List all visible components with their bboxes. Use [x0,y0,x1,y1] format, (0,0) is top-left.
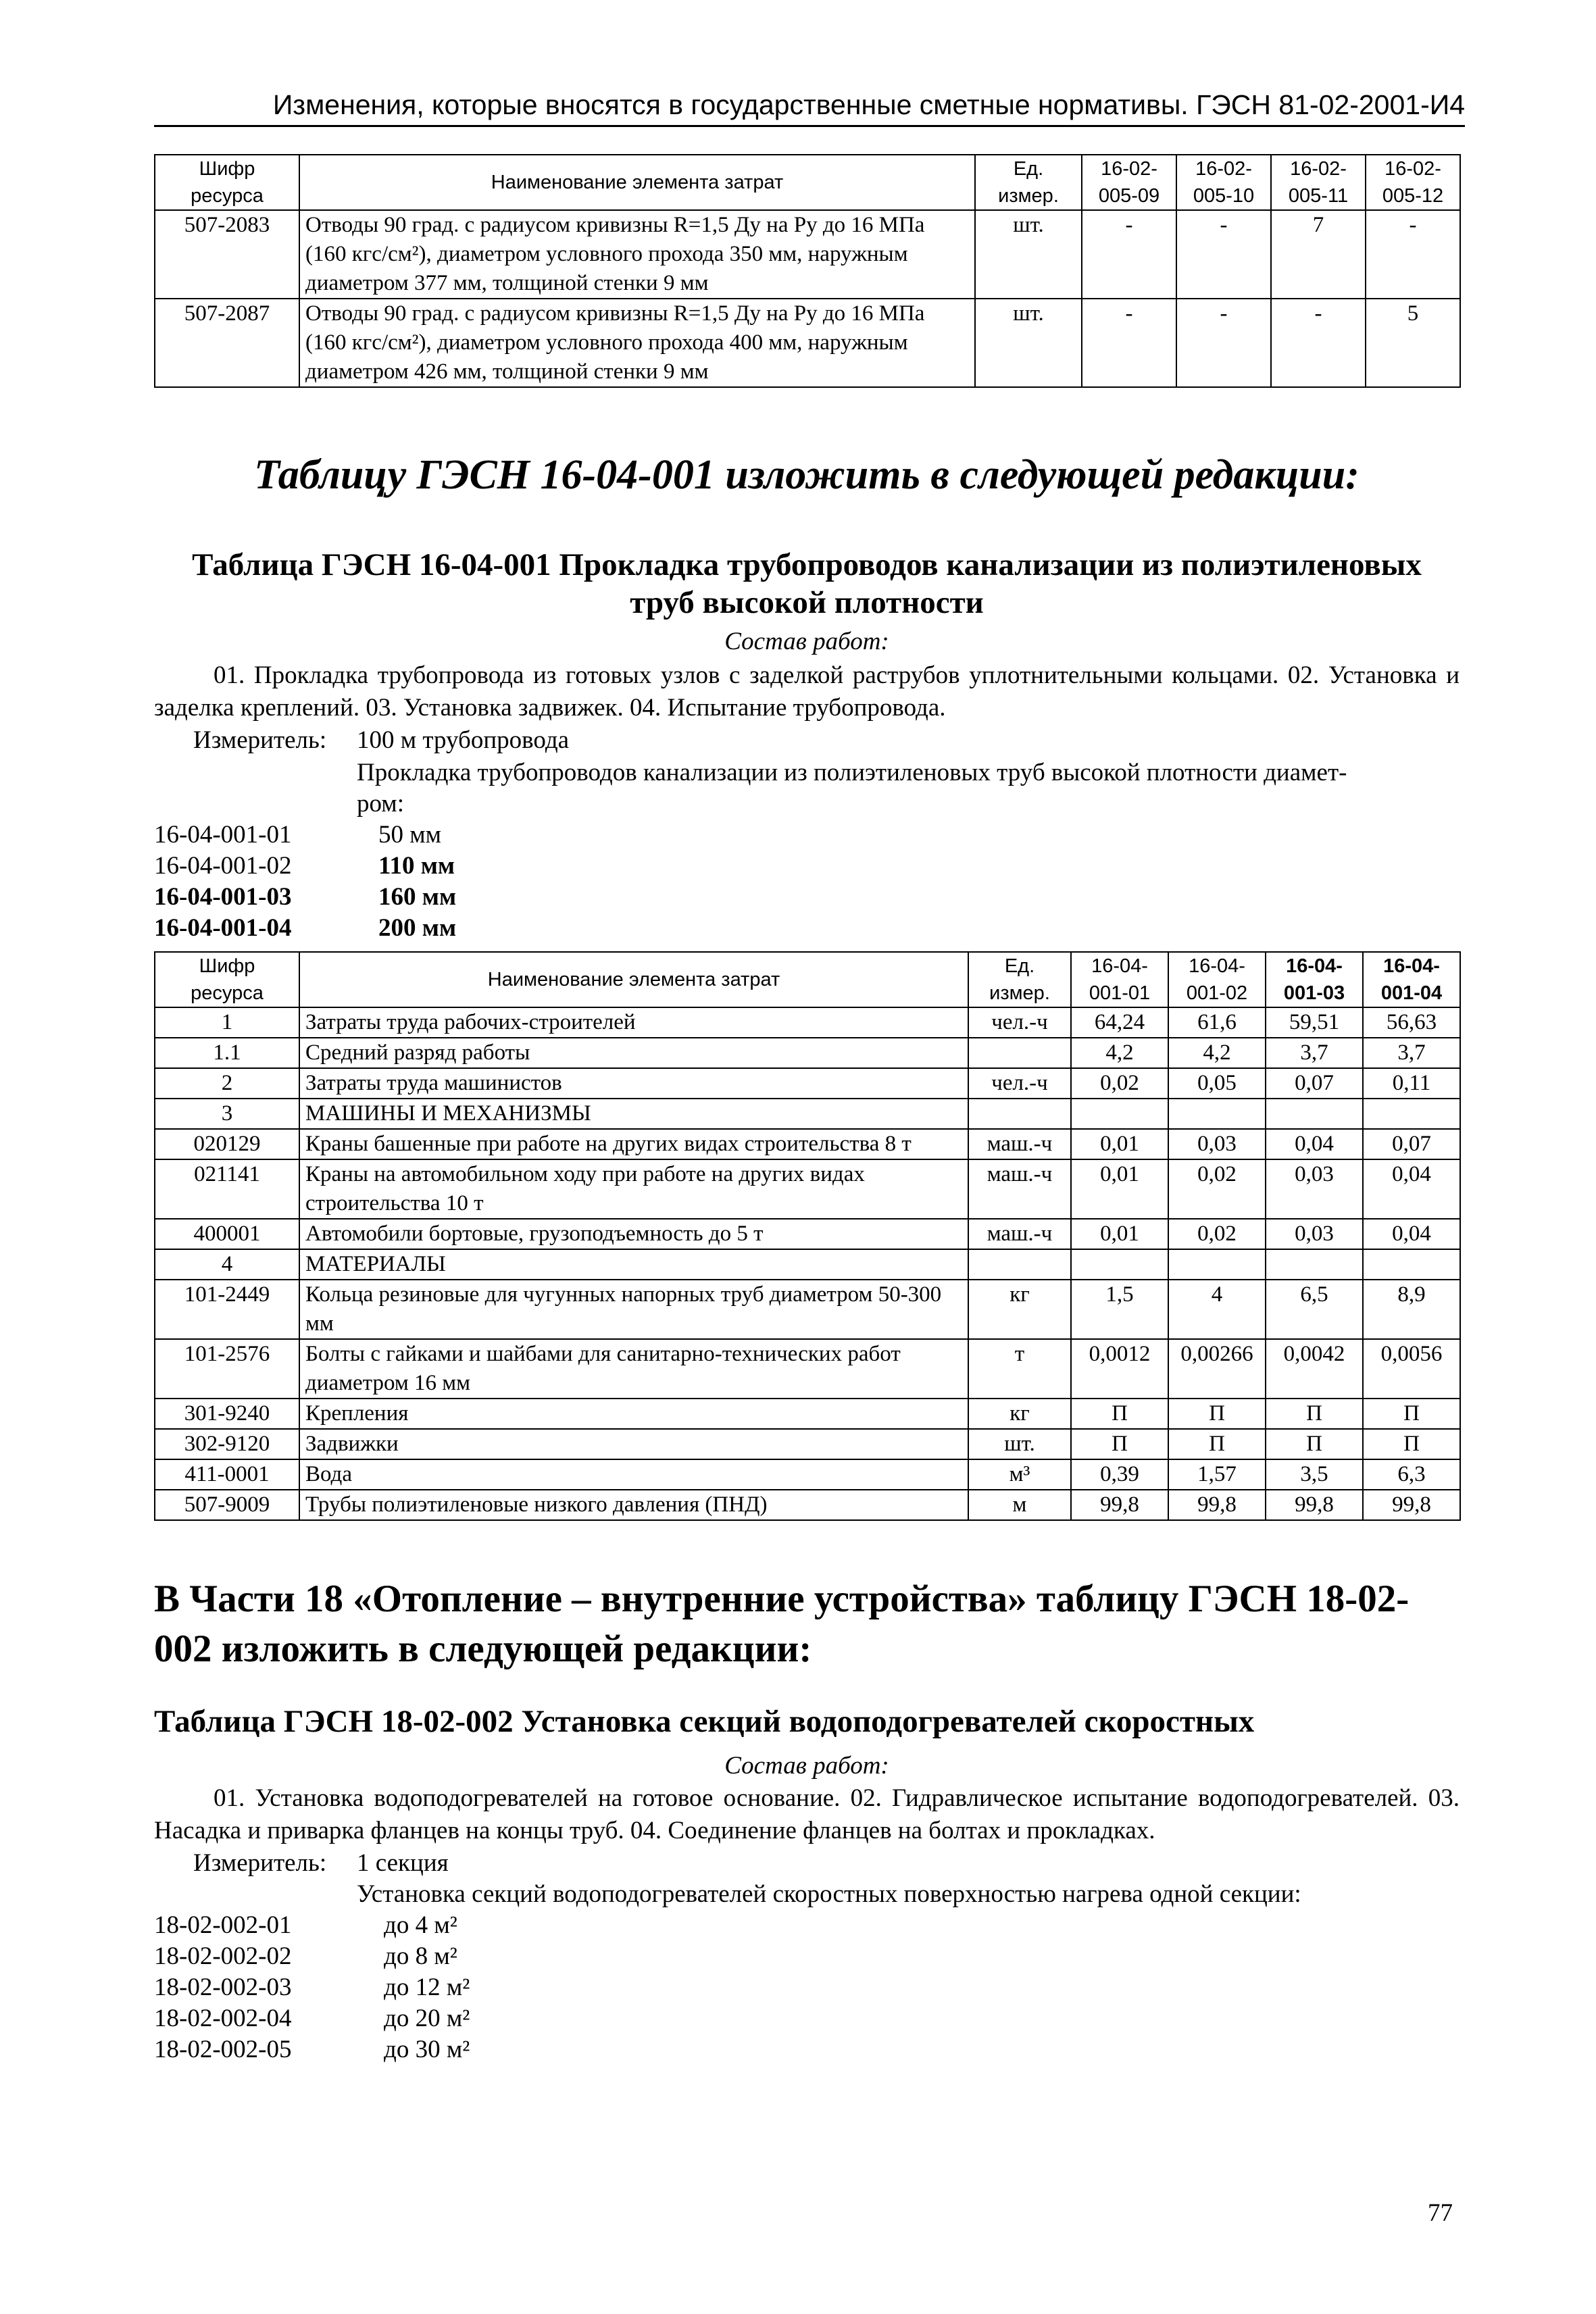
cell-code: 400001 [155,1219,299,1249]
section2-item-value: до 12 м² [384,1973,470,2001]
cell-value: 4,2 [1071,1038,1168,1068]
table-row [155,1280,1460,1339]
section1-item-code: 16-04-001-03 [154,883,292,911]
cell-value: П [1266,1429,1363,1459]
cell-code: 4 [155,1249,299,1280]
cell-code: 021141 [155,1159,299,1219]
section1-works-text: 01. Прокладка трубопровода из готовых узлов с заделкой раструбов уплотнительными кольцами. 02. Установка и заделка креплений. 03. Установка задвижек. 04. Испытание трубопровода. [154,661,1460,722]
table-row [155,299,1460,387]
section2-item-value: до 4 м² [384,1911,457,1939]
cell-value: 61,6 [1168,1007,1266,1038]
section2-meter-value: 1 секция [357,1849,449,1877]
cell-name: Отводы 90 град. с радиусом кривизны R=1,5 Ду на Ру до 16 МПа (160 кгс/см²), диаметром условного прохода 400 мм, наружным диаметром 426 мм, толщиной стенки 9 мм [299,299,975,387]
cell-value: 0,01 [1071,1219,1168,1249]
cell-name: Кольца резиновые для чугунных напорных труб диаметром 50-300 мм [299,1280,968,1339]
section2-works-label: Состав работ: [724,1752,889,1780]
section1-item-value: 200 мм [378,914,457,942]
cell-name: Отводы 90 град. с радиусом кривизны R=1,5 Ду на Ру до 16 МПа (160 кгс/см²), диаметром условного прохода 350 мм, наружным диаметром 377 мм, толщиной стенки 9 мм [299,210,975,299]
cell-code: 101-2449 [155,1280,299,1339]
cell-value: 4,2 [1168,1038,1266,1068]
section2-desc: Установка секций водоподогревателей скоростных поверхностью нагрева одной секции: [357,1880,1301,1908]
cell-code: 507-2087 [155,299,299,387]
cell-value: П [1363,1399,1460,1429]
cell-code: 301-9240 [155,1399,299,1429]
section2-title: Таблица ГЭСН 18-02-002 Установка секций водоподогревателей скоростных [154,1704,1255,1739]
section2-item-code: 18-02-002-01 [154,1911,292,1939]
cell-value: 0,01 [1071,1129,1168,1159]
table-header-row [155,155,1460,210]
cell-unit: маш.-ч [968,1219,1071,1249]
cell-name: МАШИНЫ И МЕХАНИЗМЫ [299,1099,968,1129]
cell-unit: шт. [968,1429,1071,1459]
section2-item-value: до 8 м² [384,1942,457,1970]
section1-item-code: 16-04-001-01 [154,821,292,849]
section2-item-value: до 30 м² [384,2036,470,2063]
cell-unit: чел.-ч [968,1007,1071,1038]
cell-value: 0,02 [1071,1068,1168,1099]
cell-value: 4 [1168,1280,1266,1339]
cell-value: - [1366,210,1460,299]
header-col-1: 16-02-005-09 [1082,155,1176,210]
section1-item-code: 16-04-001-02 [154,852,292,880]
cell-unit: т [968,1339,1071,1399]
cell-name: Крепления [299,1399,968,1429]
cell-value: 0,02 [1168,1159,1266,1219]
table-row [155,1490,1460,1520]
cell-unit [968,1038,1071,1068]
cell-value: - [1082,210,1176,299]
section1-meter-value: 100 м трубопровода [357,726,570,754]
cell-value: 64,24 [1071,1007,1168,1038]
cell-value: 0,04 [1363,1219,1460,1249]
table-row [155,1159,1460,1219]
cell-value: 0,39 [1071,1459,1168,1490]
cell-value: 0,00266 [1168,1339,1266,1399]
cell-value [1266,1099,1363,1129]
section1-item-value: 160 мм [378,883,457,911]
section1-title-line2: труб высокой плотности [630,585,984,620]
table-row [155,1219,1460,1249]
cell-value: П [1168,1429,1266,1459]
cell-value: 0,01 [1071,1159,1168,1219]
header-col-3: 16-02-005-11 [1271,155,1366,210]
cell-value: 0,02 [1168,1219,1266,1249]
section2-item-value: до 20 м² [384,2005,470,2032]
section1-meter-label: Измеритель: [193,726,327,754]
header-name: Наименование элемента затрат [299,952,968,1007]
cell-value: 0,03 [1266,1159,1363,1219]
cell-value [1071,1249,1168,1280]
section1-works-label: Состав работ: [724,628,889,655]
header-code: Шифр ресурса [155,952,299,1007]
cell-unit: кг [968,1280,1071,1339]
header-unit: Ед. измер. [975,155,1082,210]
cell-value: 0,04 [1266,1129,1363,1159]
cell-value: 0,0012 [1071,1339,1168,1399]
cell-value: 1,5 [1071,1280,1168,1339]
section1-title-line1: Таблица ГЭСН 16-04-001 Прокладка трубопроводов канализации из полиэтиленовых [192,547,1422,582]
cell-unit: чел.-ч [968,1068,1071,1099]
cell-value: 6,3 [1363,1459,1460,1490]
header-col-2: 16-04-001-02 [1168,952,1266,1007]
cell-name: Задвижки [299,1429,968,1459]
cell-value: 1,57 [1168,1459,1266,1490]
cell-value: 3,7 [1266,1038,1363,1068]
cell-code: 3 [155,1099,299,1129]
table-header-row [155,952,1460,1007]
cell-value: - [1176,210,1271,299]
cell-value: - [1176,299,1271,387]
cell-name: Краны башенные при работе на других видах строительства 8 т [299,1129,968,1159]
cell-value: 56,63 [1363,1007,1460,1038]
cell-value [1363,1099,1460,1129]
running-head: Изменения, которые вносятся в государственные сметные нормативы. ГЭСН 81-02-2001-И4 [154,89,1465,127]
cell-code: 411-0001 [155,1459,299,1490]
table-16-02-005 [154,154,1461,388]
cell-unit [968,1099,1071,1129]
cell-code: 1 [155,1007,299,1038]
cell-unit: шт. [975,299,1082,387]
cell-value [1363,1249,1460,1280]
section2-big-title: В Части 18 «Отопление – внутренние устройства» таблицу ГЭСН 18-02-002 изложить в следующей редакции: [154,1578,1410,1670]
cell-value: 99,8 [1071,1490,1168,1520]
cell-value: 0,03 [1168,1129,1266,1159]
cell-name: Средний разряд работы [299,1038,968,1068]
cell-value: 59,51 [1266,1007,1363,1038]
cell-unit: маш.-ч [968,1159,1071,1219]
header-col-3: 16-04-001-03 [1266,952,1363,1007]
cell-name: Вода [299,1459,968,1490]
cell-unit: м [968,1490,1071,1520]
section2-meter-label: Измеритель: [193,1849,327,1877]
section2-item-code: 18-02-002-04 [154,2005,292,2032]
section1-item-value: 110 мм [378,852,455,880]
cell-value: 6,5 [1266,1280,1363,1339]
cell-value: 3,7 [1363,1038,1460,1068]
cell-code: 507-2083 [155,210,299,299]
cell-value: 99,8 [1168,1490,1266,1520]
cell-value: - [1082,299,1176,387]
cell-code: 020129 [155,1129,299,1159]
cell-value: П [1071,1429,1168,1459]
cell-value: 0,11 [1363,1068,1460,1099]
cell-value: 99,8 [1363,1490,1460,1520]
cell-code: 1.1 [155,1038,299,1068]
cell-unit: кг [968,1399,1071,1429]
cell-value: 3,5 [1266,1459,1363,1490]
header-name: Наименование элемента затрат [299,155,975,210]
table-16-04-001 [154,951,1461,1521]
section1-desc-line1: Прокладка трубопроводов канализации из полиэтиленовых труб высокой плотности диамет- [357,759,1347,786]
table-row [155,1068,1460,1099]
cell-value [1266,1249,1363,1280]
cell-name: Затраты труда машинистов [299,1068,968,1099]
cell-code: 2 [155,1068,299,1099]
header-col-1: 16-04-001-01 [1071,952,1168,1007]
cell-name: Краны на автомобильном ходу при работе на других видах строительства 10 т [299,1159,968,1219]
table-row [155,1038,1460,1068]
cell-value: 8,9 [1363,1280,1460,1339]
section2-item-code: 18-02-002-02 [154,1942,292,1970]
cell-value: 0,05 [1168,1068,1266,1099]
table-row [155,1399,1460,1429]
section2-item-code: 18-02-002-05 [154,2036,292,2063]
cell-name: МАТЕРИАЛЫ [299,1249,968,1280]
cell-value [1071,1099,1168,1129]
table-row [155,1459,1460,1490]
cell-name: Автомобили бортовые, грузоподъемность до 5 т [299,1219,968,1249]
table-row [155,1339,1460,1399]
section1-desc-line2: ром: [357,790,404,818]
cell-value: 99,8 [1266,1490,1363,1520]
cell-value [1168,1099,1266,1129]
cell-value: 5 [1366,299,1460,387]
cell-name: Трубы полиэтиленовые низкого давления (ПНД) [299,1490,968,1520]
header-unit: Ед. измер. [968,952,1071,1007]
table-row [155,1099,1460,1129]
cell-value: 0,04 [1363,1159,1460,1219]
header-col-4: 16-02-005-12 [1366,155,1460,210]
cell-code: 507-9009 [155,1490,299,1520]
cell-unit: шт. [975,210,1082,299]
table-row [155,1129,1460,1159]
cell-value: - [1271,299,1366,387]
section2-works-text: 01. Установка водоподогревателей на готовое основание. 02. Гидравлическое испытание водоподогревателей. 03. Насадка и приварка фланцев на концы труб. 04. Соединение фланцев на болтах и прокладках. [154,1784,1460,1844]
cell-unit: маш.-ч [968,1129,1071,1159]
table-row [155,1429,1460,1459]
header-col-4: 16-04-001-04 [1363,952,1460,1007]
cell-code: 302-9120 [155,1429,299,1459]
table-row [155,210,1460,299]
header-col-2: 16-02-005-10 [1176,155,1271,210]
section1-italic-title: Таблицу ГЭСН 16-04-001 изложить в следующей редакции: [254,452,1360,498]
header-code: Шифр ресурса [155,155,299,210]
cell-unit: м³ [968,1459,1071,1490]
section1-item-value: 50 мм [378,821,442,849]
cell-name: Затраты труда рабочих-строителей [299,1007,968,1038]
cell-value: 0,0056 [1363,1339,1460,1399]
cell-value: 0,0042 [1266,1339,1363,1399]
cell-value: П [1168,1399,1266,1429]
cell-unit [968,1249,1071,1280]
cell-value: 0,03 [1266,1219,1363,1249]
table-row [155,1249,1460,1280]
cell-code: 101-2576 [155,1339,299,1399]
cell-value: П [1266,1399,1363,1429]
cell-value: П [1071,1399,1168,1429]
section1-item-code: 16-04-001-04 [154,914,292,942]
section2-item-code: 18-02-002-03 [154,1973,292,2001]
cell-value [1168,1249,1266,1280]
cell-value: 0,07 [1266,1068,1363,1099]
page-number: 77 [1428,2199,1453,2227]
cell-value: П [1363,1429,1460,1459]
cell-value: 0,07 [1363,1129,1460,1159]
table-row [155,1007,1460,1038]
cell-name: Болты с гайками и шайбами для санитарно-технических работ диаметром 16 мм [299,1339,968,1399]
cell-value: 7 [1271,210,1366,299]
